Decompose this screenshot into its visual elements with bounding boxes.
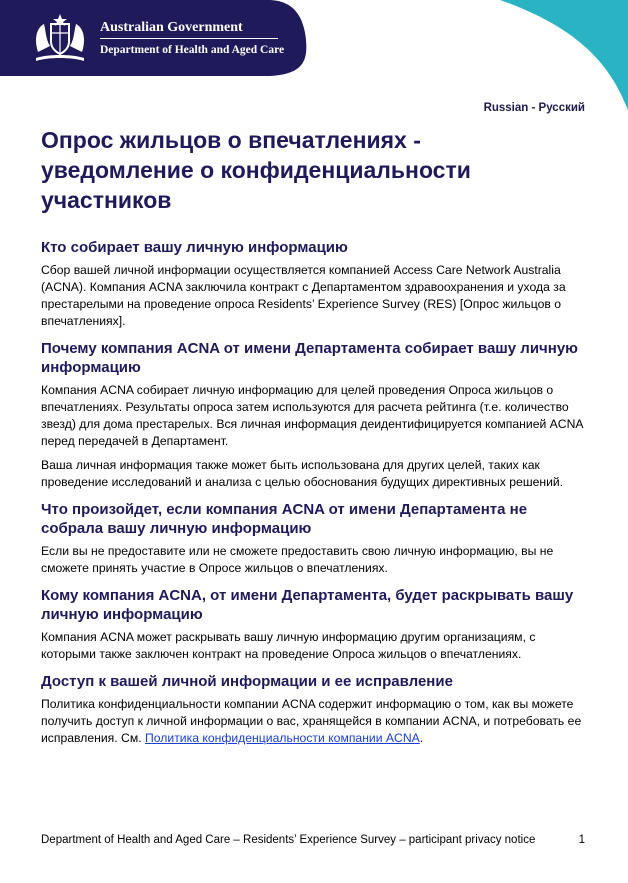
coat-of-arms-icon — [30, 12, 90, 64]
page-title: Опрос жильцов о впечатлениях - уведомление о конфиденциальности участников — [41, 127, 471, 213]
page-number: 1 — [578, 834, 585, 846]
language-label: Russian - Русский — [483, 102, 585, 114]
teal-swoosh — [500, 0, 628, 110]
section-paragraph: Компания ACNA собирает личную информацию для целей проведения Опроса жильцов о впечатлениях. Результаты опроса затем используются для расчета рейтинга (т.е. количество звезд) для дома престарелых. Вся личная информация деидентифицируется компанией ACNA перед передачей в Департамент. — [41, 383, 583, 448]
section-heading: Кто собирает вашу личную информацию — [41, 239, 348, 256]
section-why-collects — [41, 339, 589, 491]
section-who-collects — [41, 238, 589, 330]
document-body — [41, 238, 589, 756]
header-banner — [0, 0, 628, 110]
section-if-not-collected — [41, 500, 589, 577]
section-paragraph: Ваша личная информация также может быть использована для других целей, таких как проведение исследований и анализа с целью обоснования будущих директивных решений. — [41, 458, 564, 489]
department-name: Department of Health and Aged Care — [100, 44, 285, 56]
section-paragraph: Компания ACNA может раскрывать вашу личную информацию другим организациям, с которыми также заключен контракт на проведение Опроса жильцов о впечатлениях. — [41, 630, 536, 661]
section-paragraph: Сбор вашей личной информации осуществляется компанией Access Care Network Australia (ACNA). Компания ACNA заключила контракт с Департаментом здравоохранения и ухода за престарелыми на проведение опроса Residents’ Experience Survey (RES) [Опрос жильцов о впечатлениях]. — [41, 263, 566, 328]
link-suffix: . — [419, 731, 424, 745]
section-heading: Что произойдет, если компания ACNA от имени Департамента не собрала вашу личную информацию — [41, 501, 528, 537]
paragraph-text: Политика конфиденциальности компании ACNA содержит информацию о том, как вы можете получить доступ к личной информации о вас, хранящейся в компании ACNA, и потребовать ее исправления. См. — [41, 697, 582, 745]
acna-privacy-policy-link[interactable]: Политика конфиденциальности компании ACNA — [145, 731, 420, 745]
section-access-correction — [41, 672, 589, 747]
section-heading: Доступ к вашей личной информации и ее исправление — [41, 673, 453, 690]
footer-text: Department of Health and Aged Care – Residents’ Experience Survey – participant privacy notice — [41, 834, 536, 846]
section-paragraph: Если вы не предоставите или не сможете предоставить свою личную информацию, вы не сможете принять участие в Опросе жильцов о впечатлениях. — [41, 544, 554, 575]
section-heading: Почему компания ACNA от имени Департамента собирает вашу личную информацию — [41, 340, 578, 376]
section-paragraph — [41, 696, 589, 747]
section-heading: Кому компания ACNA, от имени Департамента, будет раскрывать вашу личную информацию — [41, 587, 574, 623]
government-name: Australian Government — [100, 20, 243, 35]
header-divider — [100, 38, 278, 39]
section-disclosure — [41, 586, 589, 663]
